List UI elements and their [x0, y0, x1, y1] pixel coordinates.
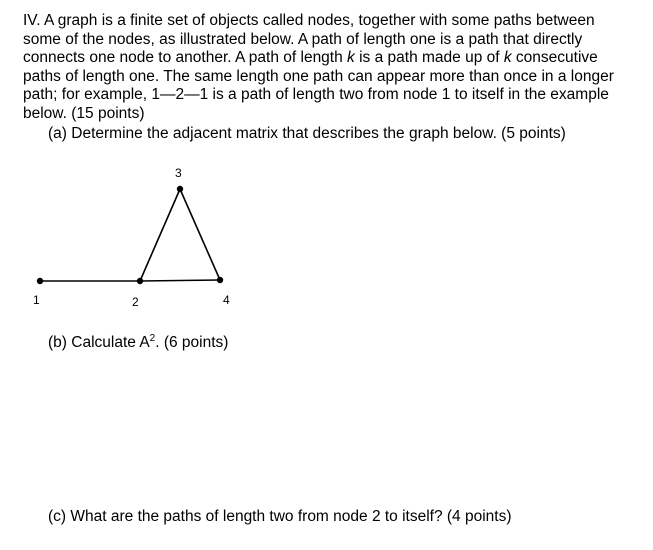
intro-line-4: paths of length one. The same length one path can appear more than once in a longer [23, 67, 614, 85]
node-label-4: 4 [223, 293, 230, 307]
intro-line-2: some of the nodes, as illustrated below. A path of length one is a path that directly [23, 30, 583, 48]
intro-line-5: path; for example, 1—2—1 is a path of length two from node 1 to itself in the example [23, 86, 609, 104]
intro-line-6: below. (15 points) [23, 104, 145, 122]
intro-line-3-c: consecutive [511, 49, 598, 67]
intro-var-k-2: k [503, 49, 512, 67]
question-a: (a) Determine the adjacent matrix that describes the graph below. (5 points) [48, 125, 566, 142]
node-1 [37, 278, 43, 284]
edge-2-4 [140, 280, 220, 281]
question-c: (c) What are the paths of length two from node 2 to itself? (4 points) [48, 508, 512, 525]
question-b-suffix: . (6 points) [155, 334, 229, 351]
intro-line-1: IV. A graph is a finite set of objects called nodes, together with some paths between [23, 12, 595, 29]
edge-3-4 [180, 189, 220, 280]
question-b-exponent: 2 [149, 333, 156, 344]
node-label-3: 3 [175, 166, 182, 180]
node-label-1: 1 [33, 293, 40, 307]
node-2 [137, 278, 143, 284]
edge-2-3 [140, 189, 180, 281]
node-3 [177, 186, 183, 192]
node-label-2: 2 [132, 295, 139, 309]
intro-line-3-b: is a path made up of [354, 49, 504, 67]
question-b-prefix: (b) Calculate A [48, 334, 150, 351]
intro-var-k-1: k [347, 49, 355, 67]
question-b [48, 334, 228, 353]
node-4 [217, 277, 223, 283]
intro-line-3-a: connects one node to another. A path of length [23, 49, 348, 67]
